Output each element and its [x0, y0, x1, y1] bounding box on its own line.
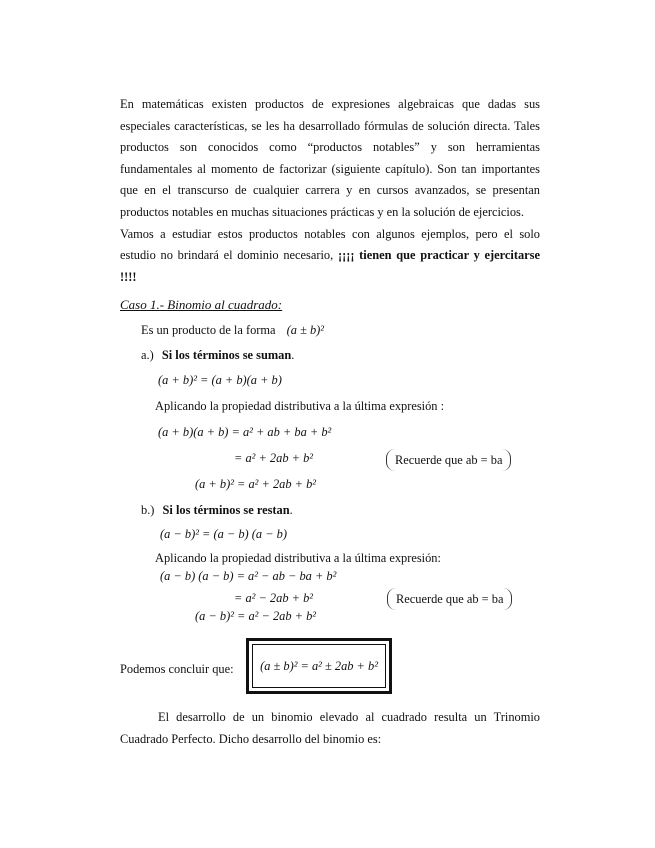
part-a-title: Si los términos se suman — [161, 348, 292, 362]
part-b-heading — [141, 503, 293, 518]
part-a-apply-text: Aplicando la propiedad distributiva a la última expresión : — [155, 399, 445, 413]
case-1-intro — [141, 323, 324, 338]
conclusion-label: Podemos concluir que: — [120, 662, 234, 676]
conclusion-formula: (a ± b)² = a² ± 2ab + b² — [260, 658, 378, 673]
part-b-equation-2: (a − b) (a − b) = a² − ab − ba + b² — [160, 569, 337, 583]
part-b-equation-4: (a − b)² = a² − 2ab + b² — [195, 609, 316, 623]
part-b-reminder-note: Recuerde que ab = ba — [387, 588, 512, 610]
case-1-intro-formula: (a ± b)² — [286, 323, 325, 337]
part-b-title: Si los términos se restan — [162, 503, 290, 517]
part-a-equation-4: (a + b)² = a² + 2ab + b² — [195, 477, 316, 491]
conclusion-formula-box — [246, 638, 392, 694]
case-1-intro-text: Es un producto de la forma — [141, 323, 276, 337]
intro-paragraph-2 — [120, 224, 540, 289]
part-a-title-end: . — [291, 348, 295, 362]
part-b-equation-1: (a − b)² = (a − b) (a − b) — [160, 527, 287, 541]
part-b-title-end: . — [289, 503, 293, 517]
intro-paragraph-2-emphasis: ¡¡¡¡ tienen que practicar y ejercitarse !!!! — [120, 248, 540, 284]
part-b-equation-3: = a² − 2ab + b² — [234, 591, 313, 605]
case-1-title: Caso 1.- Binomio al cuadrado: — [120, 297, 283, 312]
outro-section — [120, 706, 540, 750]
part-a-reminder-note: Recuerde que ab = ba — [386, 449, 511, 471]
part-a-equation-2: (a + b)(a + b) = a² + ab + ba + b² — [158, 425, 332, 439]
part-a-equation-1: (a + b)² = (a + b)(a + b) — [158, 373, 282, 387]
part-a-heading — [141, 348, 294, 363]
part-a-label: a.) — [141, 348, 154, 362]
part-b-label: b.) — [141, 503, 155, 517]
outro-paragraph: El desarrollo de un binomio elevado al cuadrado resulta un Trinomio Cuadrado Perfecto. Dicho desarrollo del binomio es: — [120, 710, 540, 746]
intro-paragraph-1: En matemáticas existen productos de expresiones algebraicas que dadas sus especiales características, se les ha desarrollado fórmulas de solución directa. Tales productos son conocidos como “productos notables” y son herramientas fundamentales al momento de factorizar (siguiente capítulo). Son tan importantes que en el transcurso de cualquier carrera y en cursos avanzados, se presentan productos notables en muchas situaciones prácticas y en la solución de ejercicios. — [120, 97, 540, 219]
intro-paragraph-2-text: Vamos a estudiar estos productos notables con algunos ejemplos, pero el solo estudio no brindará el dominio necesario, — [120, 226, 540, 263]
intro-section — [120, 94, 540, 288]
part-b-apply-text: Aplicando la propiedad distributiva a la última expresión: — [155, 551, 441, 565]
part-a-equation-3: = a² + 2ab + b² — [234, 451, 313, 465]
conclusion-formula-inner — [252, 644, 386, 688]
